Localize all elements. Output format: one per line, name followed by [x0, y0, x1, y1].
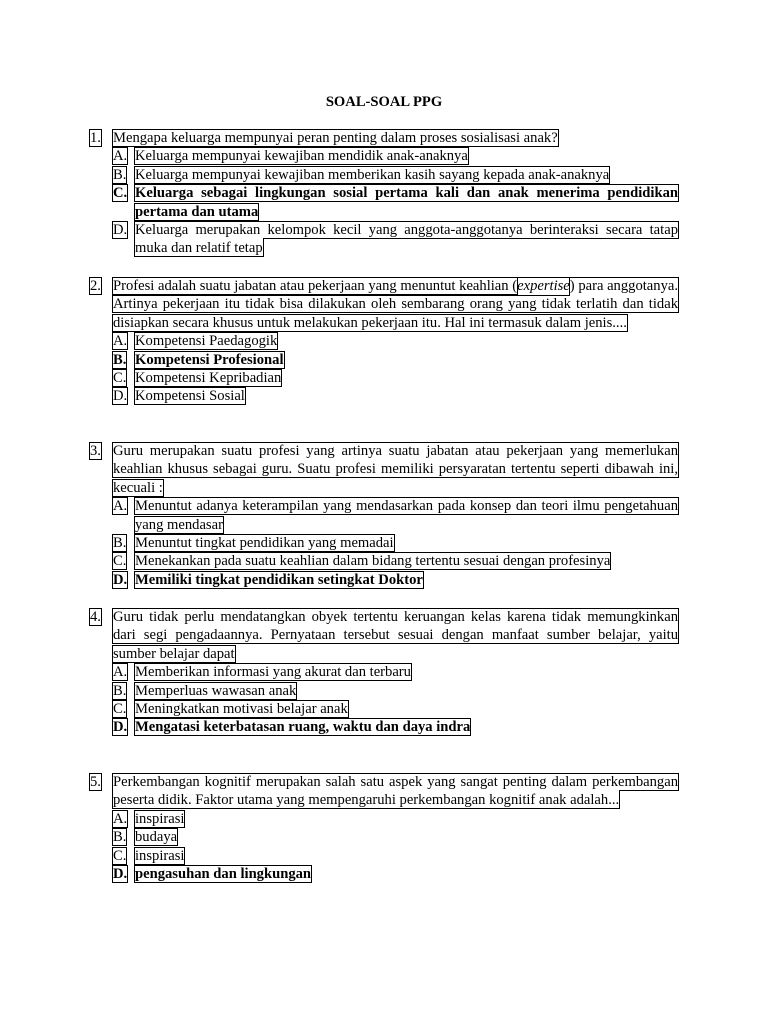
option-a — [113, 147, 678, 165]
option-text: Memiliki tingkat pendidikan setingkat Doktor — [135, 571, 423, 588]
option-text: Menuntut tingkat pendidikan yang memadai — [135, 535, 394, 552]
option-b-correct — [113, 351, 678, 369]
option-text: budaya — [135, 829, 178, 846]
option-letter: D. — [113, 222, 128, 239]
option-text: pengasuhan dan lingkungan — [135, 866, 312, 883]
option-b — [113, 682, 678, 700]
option-letter: B. — [113, 535, 127, 552]
option-text: inspirasi — [135, 810, 185, 827]
option-letter: A. — [113, 148, 128, 165]
question-text: Guru tidak perlu mendatangkan obyek tertentu keruangan kelas karena tidak memungkinkan dari segi pengadaannya. Pernyataan tersebut sesuai dengan manfaat sumber belajar, yaitu sumber belajar dapat — [113, 609, 678, 662]
option-b — [113, 828, 678, 846]
option-text: Keluarga sebagai lingkungan sosial pertama kali dan anak menerima pendidikan pertama dan utama — [135, 185, 678, 220]
option-text: Kompetensi Sosial — [135, 388, 245, 405]
question-1 — [90, 129, 678, 258]
option-text: Keluarga merupakan kelompok kecil yang anggota-anggotanya berinteraksi secara tatap muka dan relatif tetap — [135, 222, 678, 257]
option-letter: B. — [113, 829, 127, 846]
option-text: Mengatasi keterbatasan ruang, waktu dan daya indra — [135, 719, 471, 736]
question-number: 2. — [90, 278, 101, 294]
option-text: Menuntut adanya keterampilan yang mendasarkan pada konsep dan teori ilmu pengetahuan yang mendasar — [135, 498, 678, 533]
option-letter: A. — [113, 810, 128, 827]
option-b — [113, 166, 678, 184]
option-text: Meningkatkan motivasi belajar anak — [135, 701, 348, 718]
option-a — [113, 497, 678, 534]
option-letter: B. — [113, 682, 127, 699]
option-c — [113, 847, 678, 865]
option-letter: D. — [113, 719, 128, 736]
option-letter: D. — [113, 388, 128, 405]
option-letter: C. — [113, 701, 127, 718]
question-number: 5. — [90, 774, 101, 790]
option-text: Kompetensi Paedagogik — [135, 333, 278, 350]
question-text: Perkembangan kognitif merupakan salah satu aspek yang sangat penting dalam perkembangan peserta didik. Faktor utama yang mempengaruhi perkembangan kognitif anak adalah... — [113, 774, 678, 809]
option-letter: A. — [113, 333, 128, 350]
question-text: Profesi adalah suatu jabatan atau pekerjaan yang menuntut keahlian (expertise) para anggotanya. Artinya pekerjaan itu tidak bisa dilakukan oleh sembarang orang yang tidak terlatih dan tidak disiapkan secara khusus untuk melakukan pekerjaan itu. Hal ini termasuk dalam jenis.... — [113, 278, 679, 331]
option-c — [113, 369, 678, 387]
option-c — [113, 700, 678, 718]
option-d-correct — [113, 571, 678, 589]
option-text: Kompetensi Kepribadian — [135, 370, 282, 387]
option-letter: C. — [113, 553, 127, 570]
option-letter: C. — [113, 847, 127, 864]
question-text: Guru merupakan suatu profesi yang artinya suatu jabatan atau pekerjaan yang memerlukan keahlian khusus sebagai guru. Suatu profesi memiliki persyaratan tertentu seperti dibawah ini, kecuali : — [113, 443, 678, 496]
option-b — [113, 534, 678, 552]
question-number: 1. — [90, 130, 101, 146]
option-d — [113, 221, 678, 258]
question-text: Mengapa keluarga mempunyai peran penting dalam proses sosialisasi anak? — [113, 130, 558, 146]
question-number: 4. — [90, 609, 101, 625]
option-letter: D. — [113, 866, 128, 883]
option-letter: B. — [113, 166, 127, 183]
option-text: Keluarga mempunyai kewajiban memberikan kasih sayang kepada anak-anaknya — [135, 166, 610, 183]
option-a — [113, 663, 678, 681]
option-c — [113, 552, 678, 570]
option-a — [113, 810, 678, 828]
option-letter: C. — [113, 370, 127, 387]
option-d-correct — [113, 718, 678, 736]
option-text: Memberikan informasi yang akurat dan terbaru — [135, 664, 411, 681]
option-d — [113, 387, 678, 405]
option-a — [113, 332, 678, 350]
option-text: Kompetensi Profesional — [135, 351, 284, 368]
question-3 — [90, 442, 678, 589]
option-letter: C. — [113, 185, 128, 202]
option-letter: B. — [113, 351, 127, 368]
document-title: SOAL-SOAL PPG — [325, 94, 443, 110]
question-2 — [90, 277, 678, 406]
option-c-correct — [113, 184, 678, 221]
question-4 — [90, 608, 678, 737]
option-letter: A. — [113, 664, 128, 681]
option-text: Keluarga mempunyai kewajiban mendidik anak-anaknya — [135, 148, 468, 165]
option-letter: D. — [113, 571, 128, 588]
italic-term: expertise — [517, 278, 570, 294]
option-d-correct — [113, 865, 678, 883]
option-text: Memperluas wawasan anak — [135, 682, 297, 699]
option-text: inspirasi — [135, 847, 185, 864]
question-5 — [90, 773, 678, 883]
option-text: Menekankan pada suatu keahlian dalam bidang tertentu sesuai dengan profesinya — [135, 553, 611, 570]
option-letter: A. — [113, 498, 128, 515]
question-number: 3. — [90, 443, 101, 459]
